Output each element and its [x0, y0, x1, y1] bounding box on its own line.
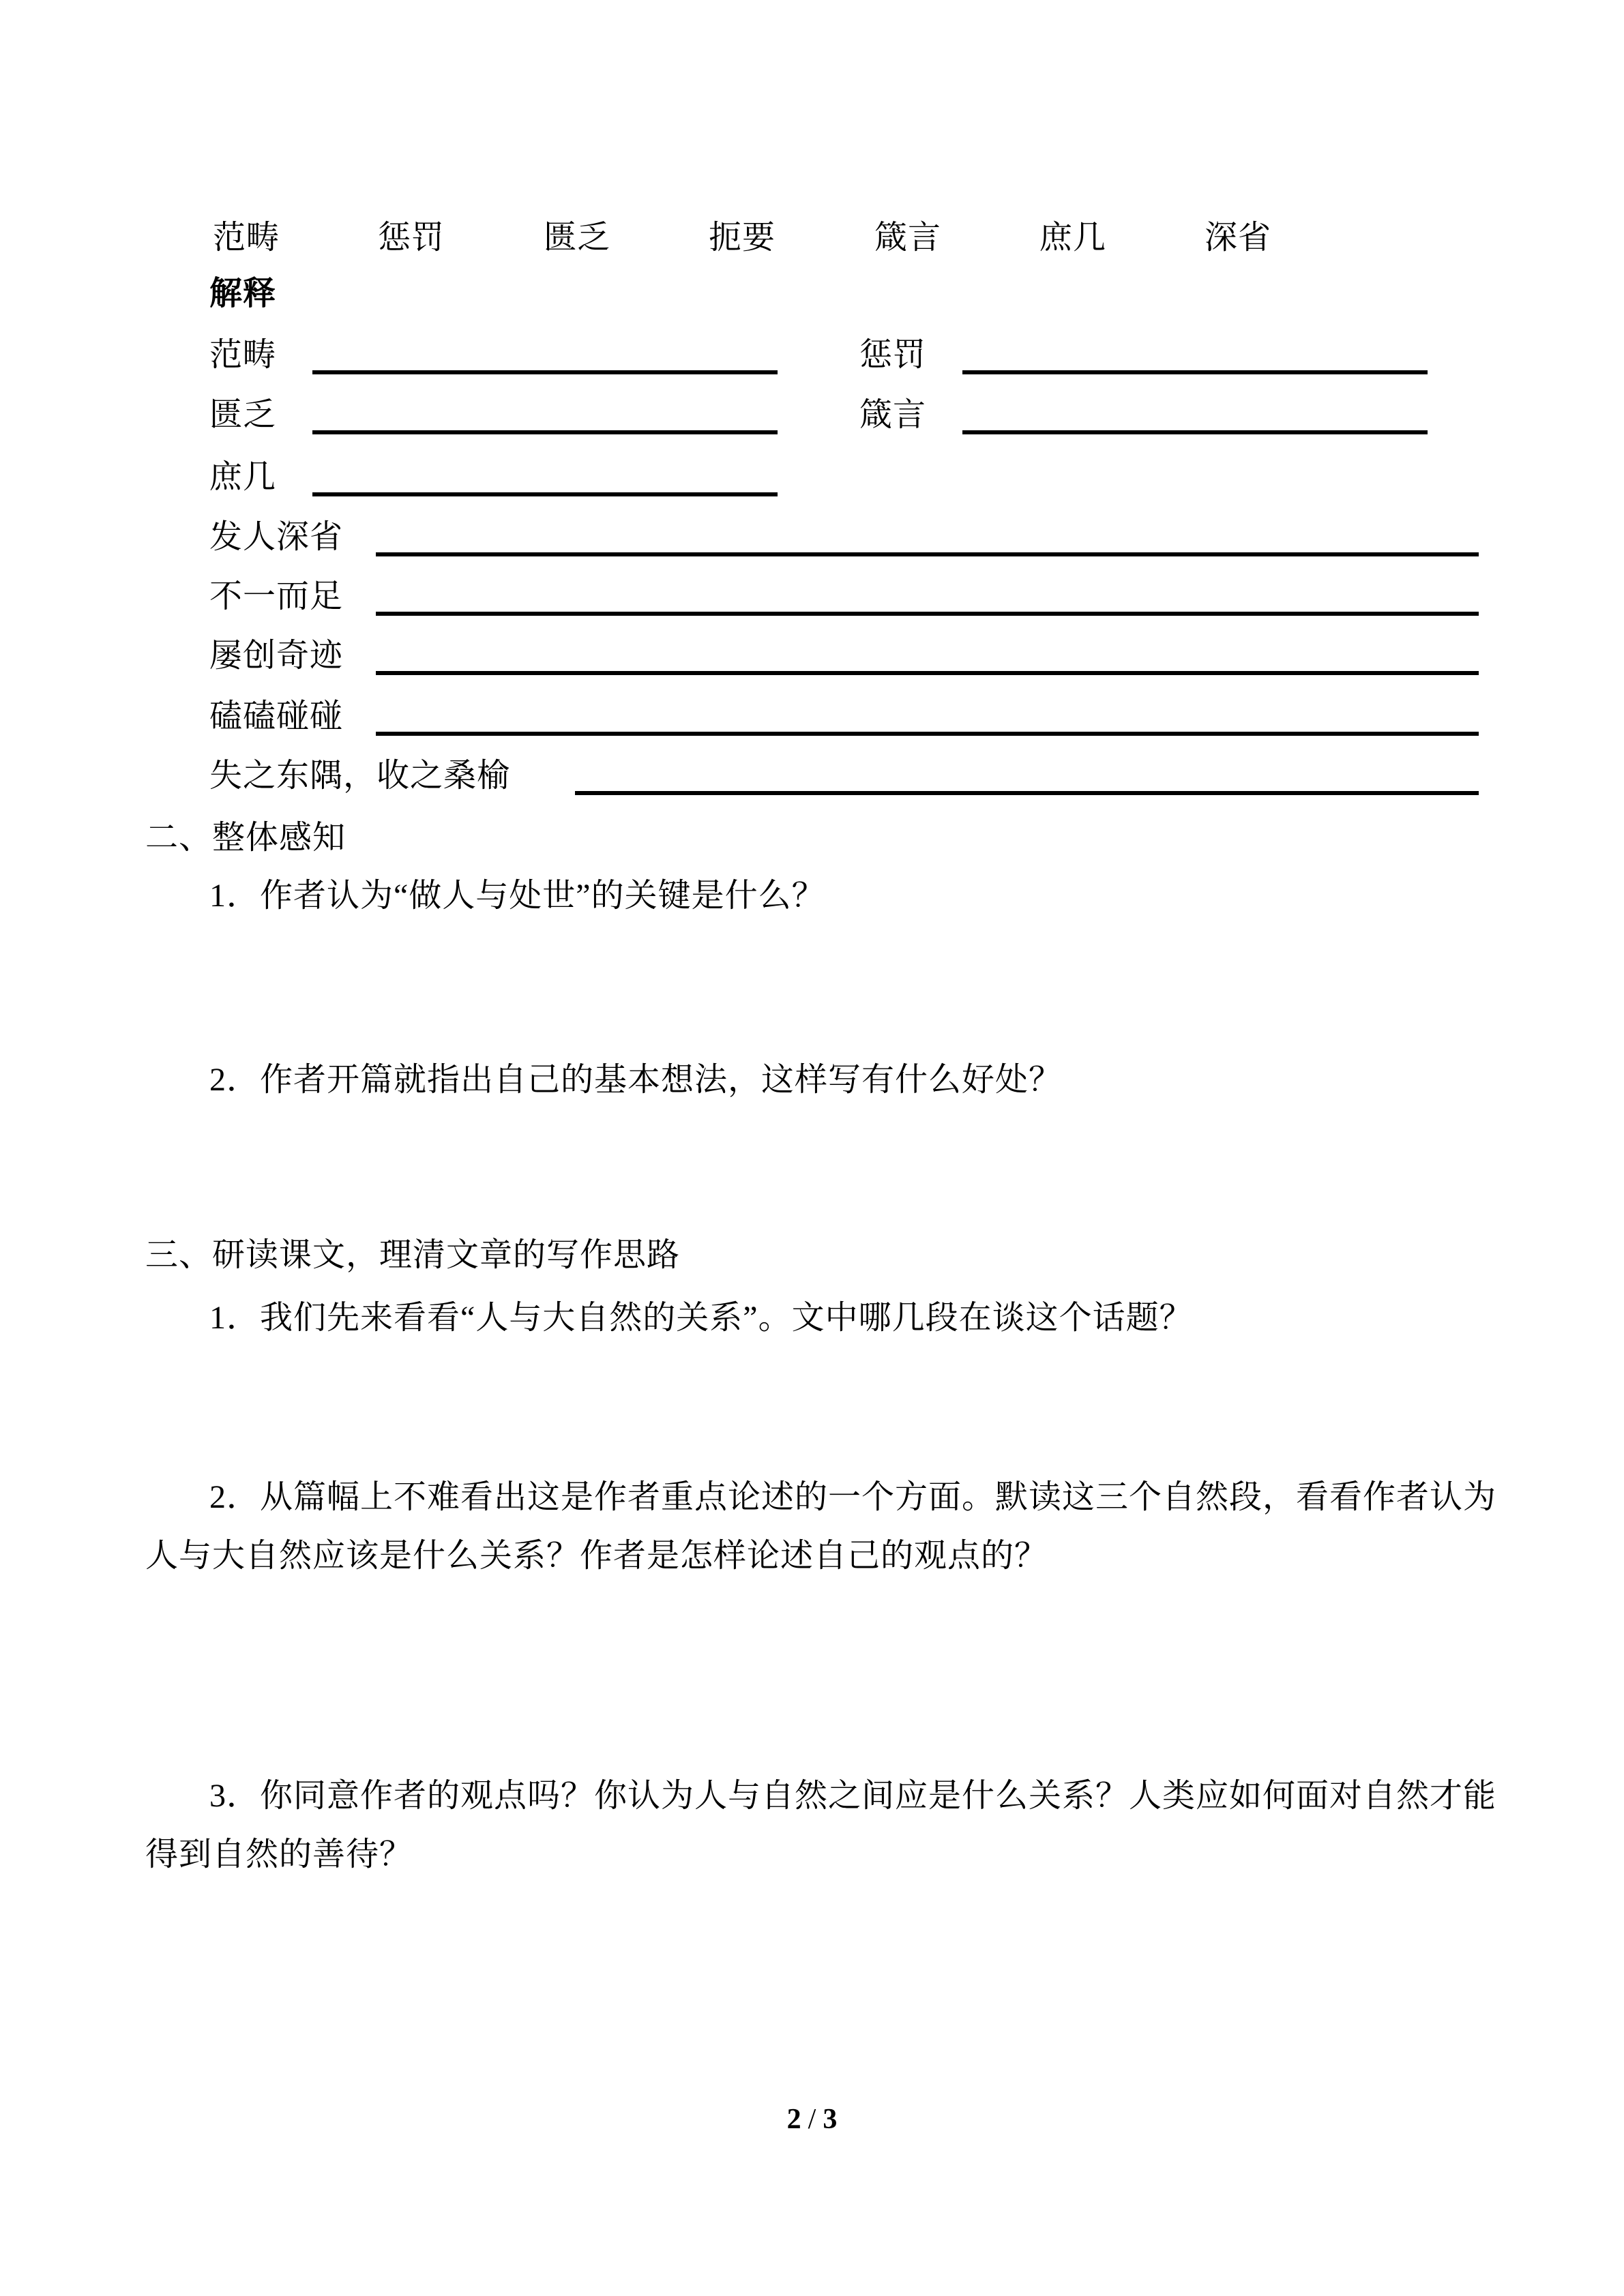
- word-bank-item: 庶几: [1039, 220, 1107, 256]
- definition-term: 屡创奇迹: [209, 638, 344, 674]
- definition-term: 发人深省: [209, 519, 344, 555]
- definition-term: 庶几: [209, 459, 277, 495]
- page-number-separator: /: [808, 2104, 816, 2135]
- section-three-question-2-line-1: 2．从篇幅上不难看出这是作者重点论述的一个方面。默读这三个自然段，看看作者认为: [209, 1479, 1497, 1515]
- definition-term: 磕磕碰碰: [209, 698, 344, 734]
- word-bank-item: 范畴: [213, 220, 280, 256]
- current-page-number: 2: [786, 2104, 801, 2135]
- definitions-heading: 解释: [209, 275, 277, 312]
- answer-blank-line[interactable]: [312, 370, 778, 374]
- definition-term: 匮乏: [209, 397, 277, 433]
- section-three-question-3-line-1: 3．你同意作者的观点吗？你认为人与自然之间应是什么关系？人类应如何面对自然才能: [209, 1778, 1497, 1814]
- definition-term: 惩罚: [859, 337, 927, 373]
- section-three-heading: 三、研读课文，理清文章的写作思路: [145, 1237, 681, 1273]
- answer-blank-line[interactable]: [376, 732, 1479, 736]
- section-two-heading: 二、整体感知: [145, 820, 346, 856]
- answer-blank-line[interactable]: [376, 671, 1479, 675]
- answer-blank-line[interactable]: [376, 612, 1479, 616]
- word-bank-item: 惩罚: [378, 220, 445, 256]
- word-bank-item: 深省: [1205, 220, 1272, 256]
- total-page-number: 3: [823, 2104, 838, 2135]
- section-two-question-2: 2．作者开篇就指出自己的基本想法，这样写有什么好处？: [209, 1062, 1063, 1098]
- word-bank-item: 扼要: [709, 220, 776, 256]
- answer-blank-line[interactable]: [312, 492, 778, 496]
- definition-term: 失之东隅，收之桑榆: [209, 758, 511, 794]
- answer-blank-line[interactable]: [312, 430, 778, 434]
- definition-term: 箴言: [859, 397, 927, 433]
- answer-blank-line[interactable]: [962, 430, 1428, 434]
- section-three-question-3-line-2: 得到自然的善待？: [145, 1836, 413, 1873]
- section-three-question-1: 1．我们先来看看“人与大自然的关系”。文中哪几段在谈这个话题？: [209, 1300, 1193, 1336]
- answer-blank-line[interactable]: [376, 552, 1479, 556]
- answer-blank-line[interactable]: [962, 370, 1428, 374]
- answer-blank-line[interactable]: [575, 791, 1479, 795]
- definition-term: 不一而足: [209, 578, 344, 614]
- page-number-footer: [0, 2104, 1624, 2135]
- word-bank-item: 匮乏: [544, 220, 611, 256]
- definition-term: 范畴: [209, 337, 277, 373]
- section-two-question-1: 1．作者认为“做人与处世”的关键是什么？: [209, 878, 825, 914]
- word-bank-item: 箴言: [874, 220, 942, 256]
- section-three-question-2-line-2: 人与大自然应该是什么关系？作者是怎样论述自己的观点的？: [145, 1538, 1048, 1574]
